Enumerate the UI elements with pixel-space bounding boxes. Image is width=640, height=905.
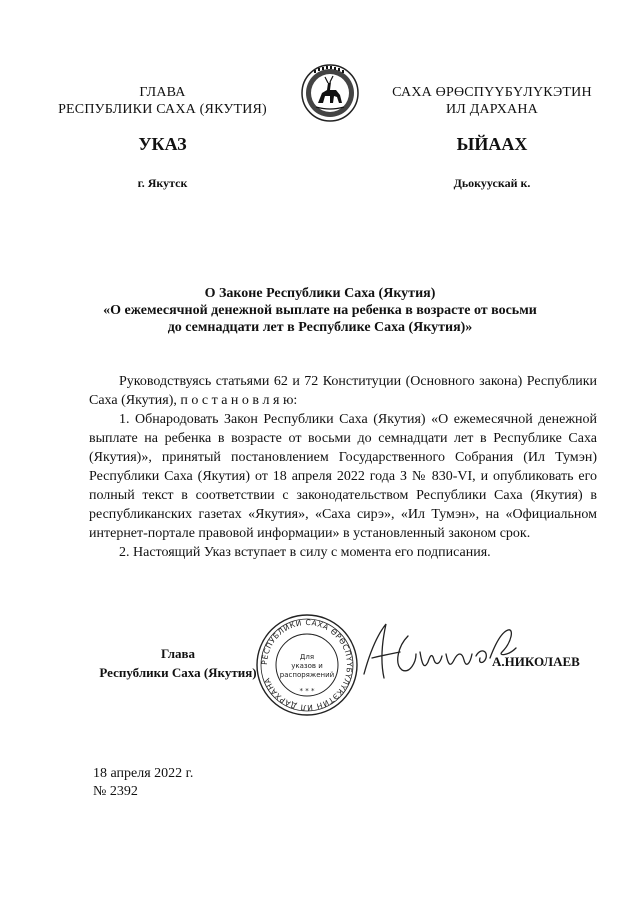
title-line3: до семнадцати лет в Республике Саха (Якутия)»	[167, 320, 473, 335]
document-number: № 2392	[93, 784, 138, 799]
official-stamp	[255, 613, 359, 717]
document-date: 18 апреля 2022 г.	[93, 766, 194, 781]
title-line2: «О ежемесячной денежной выплате на ребенка в возрасте от восьми	[103, 303, 537, 318]
svg-text:* * *: * * *	[299, 687, 315, 695]
item-1-paragraph: 1. Обнародовать Закон Республики Саха (Якутия) «О ежемесячной денежной выплате на ребенка в возрасте от восьми до семнадцати лет в Республике Саха (Якутия)», принятый постановлением Государственного Собрания (Ил Тумэн) Республики Саха (Якутия) от 18 апреля 2022 года З № 830-VI, и опубликовать его полный текст в соответствии с законодательством Республики Саха (Якутия) в республиканских газетах «Якутия», «Саха сирэ», «Ил Тумэн», на «Официальном интернет-портале правовой информации» в установленный законом срок.	[89, 412, 597, 541]
item-2-paragraph: 2. Настоящий Указ вступает в силу с момента его подписания.	[119, 545, 491, 560]
header-right-line1: САХА ӨРӨСПҮҮБҮЛҮКЭТИН	[392, 85, 592, 100]
stamp-center-line1: Для	[299, 653, 315, 661]
header-right	[372, 84, 612, 118]
stamp-ring-text: РЕСПУБЛИКИ САХА ӨРӨСПҮҮБҮЛҮКЭТИН ИЛ ДАРХАНА	[259, 617, 355, 713]
city-left: г. Якутск	[137, 176, 188, 190]
title-line1: О Законе Республики Саха (Якутия)	[204, 286, 436, 301]
signatory-title	[88, 644, 268, 682]
signatory-name: А.НИКОЛАЕВ	[492, 654, 580, 669]
preamble-paragraph: Руководствуясь статьями 62 и 72 Конституции (Основного закона) Республики Саха (Якутия), п о с т а н о в л я ю:	[89, 374, 597, 408]
header-right-line2: ИЛ ДАРХАНА	[445, 102, 538, 117]
doc-type-right: ЫЙААХ	[456, 134, 528, 154]
header-left-line1: ГЛАВА	[139, 85, 186, 100]
header-left-line2: РЕСПУБЛИКИ САХА (ЯКУТИЯ)	[58, 102, 267, 117]
coat-of-arms-icon	[300, 63, 360, 123]
header-left	[40, 84, 285, 118]
handwritten-signature	[350, 612, 530, 692]
stamp-center-line3: распоряжений	[279, 671, 335, 679]
document-body	[89, 372, 597, 562]
document-title	[60, 285, 580, 336]
city-right: Дьокуускай к.	[453, 176, 531, 190]
stamp-center-line2: указов и	[291, 662, 323, 670]
signatory-title-line1: Глава	[160, 646, 196, 661]
doc-type-left: УКАЗ	[138, 134, 187, 154]
signatory-title-line2: Республики Саха (Якутия)	[99, 665, 257, 680]
